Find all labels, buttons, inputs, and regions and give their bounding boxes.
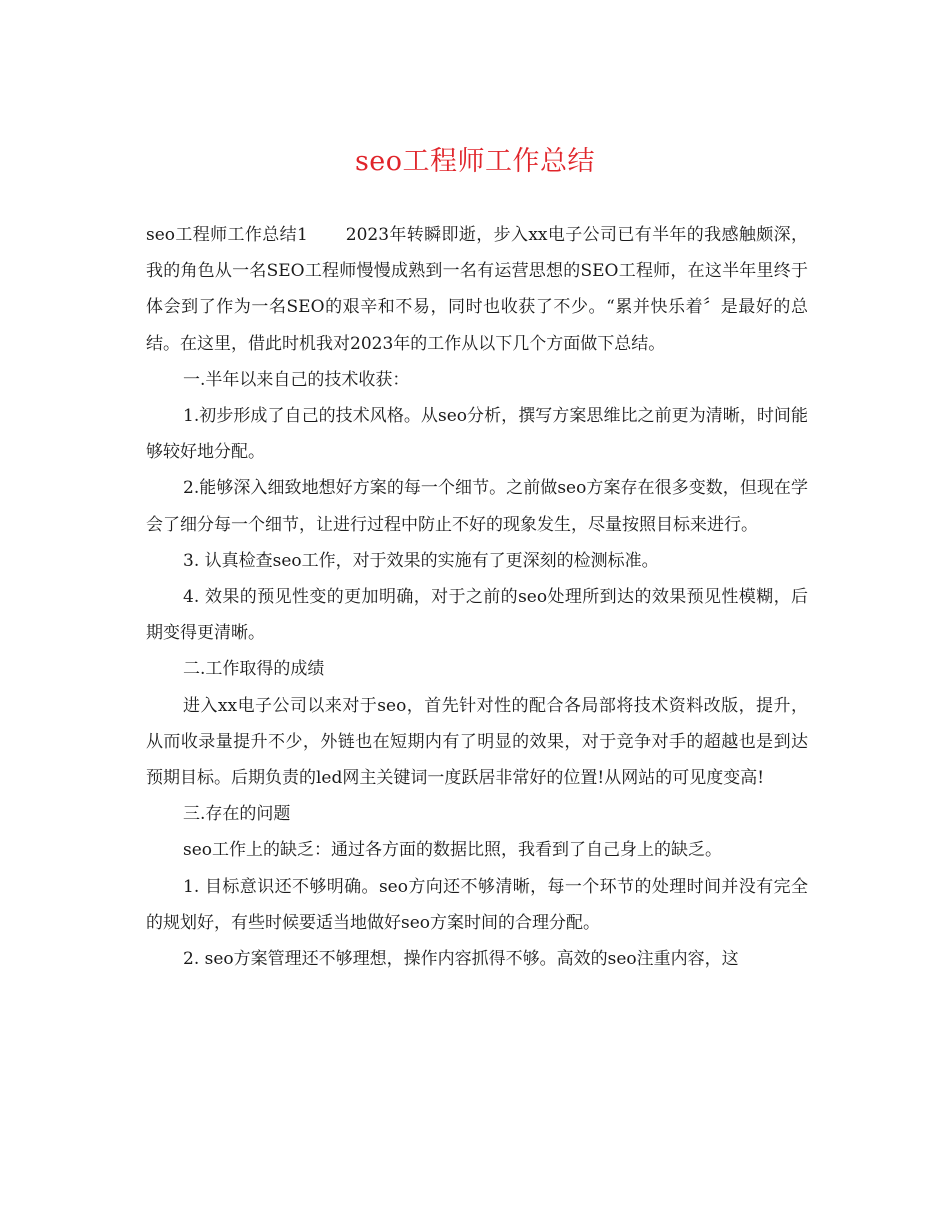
section-heading-1: 一.半年以来自己的技术收获： <box>183 369 410 390</box>
paragraph-4: 4. 效果的预见性变的更加明确，对于之前的seo处理所到达的效果预见性模糊，后期变得更清晰。 <box>146 587 808 644</box>
section-heading-3: 三.存在的问题 <box>183 804 291 825</box>
paragraph-2: 2.能够深入细致地想好方案的每一个细节。之前做seo方案存在很多变数，但现在学会了细分每一个细节，让进行过程中防止不好的现象发生，尽量按照目标来进行。 <box>146 478 808 535</box>
intro-text: 2023年转瞬即逝，步入xx电子公司已有半年的我感触颇深，我的角色从一名SEO工程师慢慢成熟到一名有运营思想的SEO工程师，在这半年里终于体会到了作为一名SEO的艰辛和不易，同时也收获了不少。“累并快乐着〞是最好的总结。在这里，借此时机我对2023年的工作从以下几个方面做下总结。 <box>146 225 808 354</box>
intro-paragraph <box>146 217 808 362</box>
paragraph-8: 2. seo方案管理还不够理想，操作内容抓得不够。高效的seo注重内容，这 <box>183 949 739 970</box>
paragraph-7: 1. 目标意识还不够明确。seo方向还不够清晰，每一个环节的处理时间并没有完全的规划好，有些时候要适当地做好seo方案时间的合理分配。 <box>146 876 808 933</box>
document-title: seo工程师工作总结 <box>354 146 596 177</box>
intro-label: seo工程师工作总结1 <box>146 225 308 245</box>
section-heading-2: 二.工作取得的成绩 <box>183 659 325 680</box>
paragraph-1: 1.初步形成了自己的技术风格。从seo分析，撰写方案思维比之前更为清晰，时间能够较好地分配。 <box>146 406 808 463</box>
paragraph-5: 进入xx电子公司以来对于seo，首先针对性的配合各局部将技术资料改版，提升，从而收录量提升不少，外链也在短期内有了明显的效果，对于竞争对手的超越也是到达预期目标。后期负责的led网主关键词一度跃居非常好的位置!从网站的可见度变高! <box>146 695 808 789</box>
paragraph-6: seo工作上的缺乏：通过各方面的数据比照，我看到了自己身上的缺乏。 <box>183 840 723 861</box>
paragraph-3: 3. 认真检查seo工作，对于效果的实施有了更深刻的检测标准。 <box>183 550 659 571</box>
document-body <box>146 217 808 977</box>
